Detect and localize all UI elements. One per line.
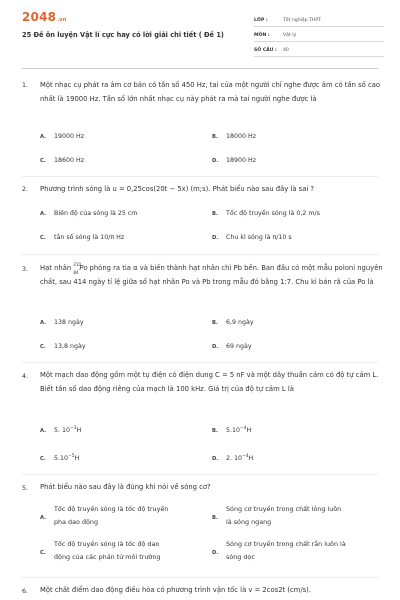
meta-subject-label: MÔN : (254, 33, 270, 38)
option-c[interactable] (40, 234, 124, 241)
exam-meta (254, 15, 384, 60)
logo-text: 2048 (22, 10, 57, 24)
question-separator (22, 176, 378, 177)
option-a[interactable] (40, 426, 81, 434)
option-label: C. (40, 344, 46, 350)
option-label: A. (40, 515, 47, 521)
option-text (226, 538, 386, 563)
question-number: 6. (22, 588, 29, 595)
header-divider (22, 68, 378, 69)
meta-count-value: 40 (283, 48, 289, 53)
option-text: 6,9 ngày (226, 319, 254, 326)
option-exponent: −5 (68, 454, 75, 459)
option-d[interactable] (212, 343, 252, 350)
option-unit: H (76, 427, 82, 435)
option-label: D. (212, 456, 219, 463)
option-base: 2. 10 (226, 455, 243, 463)
option-line-1: Sóng cơ truyền trong chất rắn luôn là (226, 540, 346, 548)
meta-class-label: LỚP : (254, 18, 268, 23)
option-line-2: là sóng ngang (226, 517, 272, 526)
option-c[interactable] (40, 343, 86, 350)
option-unit: H (246, 427, 252, 435)
question-text: Một nhạc cụ phát ra âm cơ bản có tần số 450 Hz, tai của một người chỉ nghe được âm có tần số cao nhất là 19000 Hz. Tần số lớn nhất nhạc cụ này phát ra mà tai người nghe được là (40, 81, 381, 103)
question-number: 5. (22, 485, 29, 492)
option-text: 13,8 ngày (54, 343, 86, 350)
option-exponent: −3 (70, 426, 77, 431)
mass-number: 210 (73, 262, 82, 267)
option-exponent: −4 (242, 454, 249, 459)
option-text: 19000 Hz (54, 133, 85, 140)
meta-subject-row (254, 30, 384, 42)
option-b[interactable] (212, 210, 320, 217)
option-text: 69 ngày (226, 343, 252, 350)
option-label: A. (40, 134, 47, 140)
option-text (54, 503, 204, 528)
option-label: C. (40, 456, 46, 463)
option-a[interactable] (40, 133, 84, 140)
question-separator (22, 254, 378, 255)
option-base: 5.10 (54, 455, 69, 463)
meta-subject-value: Vật lý (283, 33, 297, 38)
question-text-before: Hạt nhân (40, 264, 72, 272)
option-text: Tốc độ truyền sóng là 0,2 m/s (226, 210, 320, 217)
option-label: C. (40, 158, 46, 164)
exam-header (0, 0, 400, 66)
option-b[interactable] (212, 426, 251, 434)
question-number: 4. (22, 373, 29, 380)
meta-class-value: Tốt nghiệp THPT (283, 18, 321, 23)
option-text: 18000 Hz (226, 133, 257, 140)
meta-count-row (254, 45, 384, 57)
atomic-number: 84 (73, 270, 79, 275)
question-separator (22, 577, 378, 578)
option-label: A. (40, 428, 47, 435)
option-text: 18600 Hz (54, 157, 85, 164)
exam-title: 25 Đề ôn luyện Vật lí cực hay có lời giải chi tiết ( Đề 1) (22, 31, 224, 39)
option-b[interactable] (212, 319, 254, 326)
option-a[interactable] (40, 319, 84, 326)
question-text (40, 262, 384, 289)
element-symbol: Po (79, 264, 88, 272)
question-separator (22, 362, 378, 363)
question-text: Phương trình sóng là u = 0,25cos(20t − 5x) (m;s). Phát biểu nào sau đây là sai ? (40, 185, 315, 193)
option-label: B. (212, 211, 218, 217)
question-text: Một mạch dao động gồm một tụ điện có điện dung C = 5 nF và một dây thuần cảm có độ tự cảm L. Biết tần số dao động riêng của mạch là 100 kHz. Giá trị của độ tự cảm L là (40, 371, 379, 393)
option-text: Biên độ của sóng là 25 cm (54, 210, 138, 217)
option-line-2: động của các phần tử môi trường (54, 552, 161, 561)
meta-count-label: SỐ CÂU : (254, 48, 277, 53)
option-d[interactable] (212, 454, 253, 462)
option-label: C. (40, 235, 46, 241)
option-label: A. (40, 320, 47, 326)
option-text: tần số sóng là 10/π Hz (54, 234, 125, 241)
option-unit: H (248, 455, 254, 463)
option-label: C. (40, 550, 46, 556)
question-text: Phát biểu nào sau đây là đúng khi nói về sóng cơ? (40, 483, 211, 491)
question-text: Một chất điểm dao động điều hòa có phương trình vận tốc là v = 2cos2t (cm/s). (40, 586, 311, 594)
option-base: 5.10 (226, 427, 241, 435)
option-text: 18900 Hz (226, 157, 257, 164)
question-number: 1. (22, 82, 29, 89)
option-text: Chu kì sóng là π/10 s (226, 234, 292, 241)
option-label: B. (212, 134, 218, 140)
option-text: 138 ngày (54, 319, 84, 326)
option-line-2: pha dao động (54, 517, 99, 526)
option-d[interactable] (212, 157, 256, 164)
option-line-2: sóng dọc (226, 552, 255, 561)
option-d[interactable] (212, 234, 292, 241)
polonium-nuclide (73, 262, 87, 276)
option-line-1: Tốc độ truyền sóng là tốc độ dao (54, 540, 160, 548)
option-unit: H (74, 455, 80, 463)
option-text (54, 538, 204, 563)
option-line-1: Tốc độ truyền sóng là tốc độ truyền (54, 505, 169, 513)
option-a[interactable] (40, 210, 137, 217)
option-exponent: −4 (240, 426, 247, 431)
option-label: B. (212, 320, 218, 326)
option-label: D. (212, 344, 219, 350)
site-logo[interactable] (22, 10, 67, 24)
option-label: D. (212, 550, 219, 556)
option-base: 5. 10 (54, 427, 71, 435)
option-text (226, 503, 386, 528)
option-label: A. (40, 211, 47, 217)
option-c[interactable] (40, 454, 79, 462)
option-b[interactable] (212, 133, 256, 140)
option-line-1: Sóng cơ truyền trong chất lỏng luôn (226, 505, 342, 513)
question-text-after: phóng ra tia α và biến thành hạt nhân chì Pb bền. Ban đầu có một mẫu poloni nguyên chất, sau 414 ngày tỉ lệ giữa số hạt nhân Po và Pb trong mẫu đó bằng 1:7. Chu kì bán rã của Po là (40, 264, 383, 286)
logo-suffix: .vn (57, 17, 67, 23)
option-label: B. (212, 428, 218, 435)
question-separator (22, 474, 378, 475)
meta-class-row (254, 15, 384, 27)
option-label: D. (212, 158, 219, 164)
question-number: 3. (22, 266, 29, 273)
option-c[interactable] (40, 157, 84, 164)
option-label: D. (212, 235, 219, 241)
question-number: 2. (22, 186, 29, 193)
option-label: B. (212, 515, 218, 521)
